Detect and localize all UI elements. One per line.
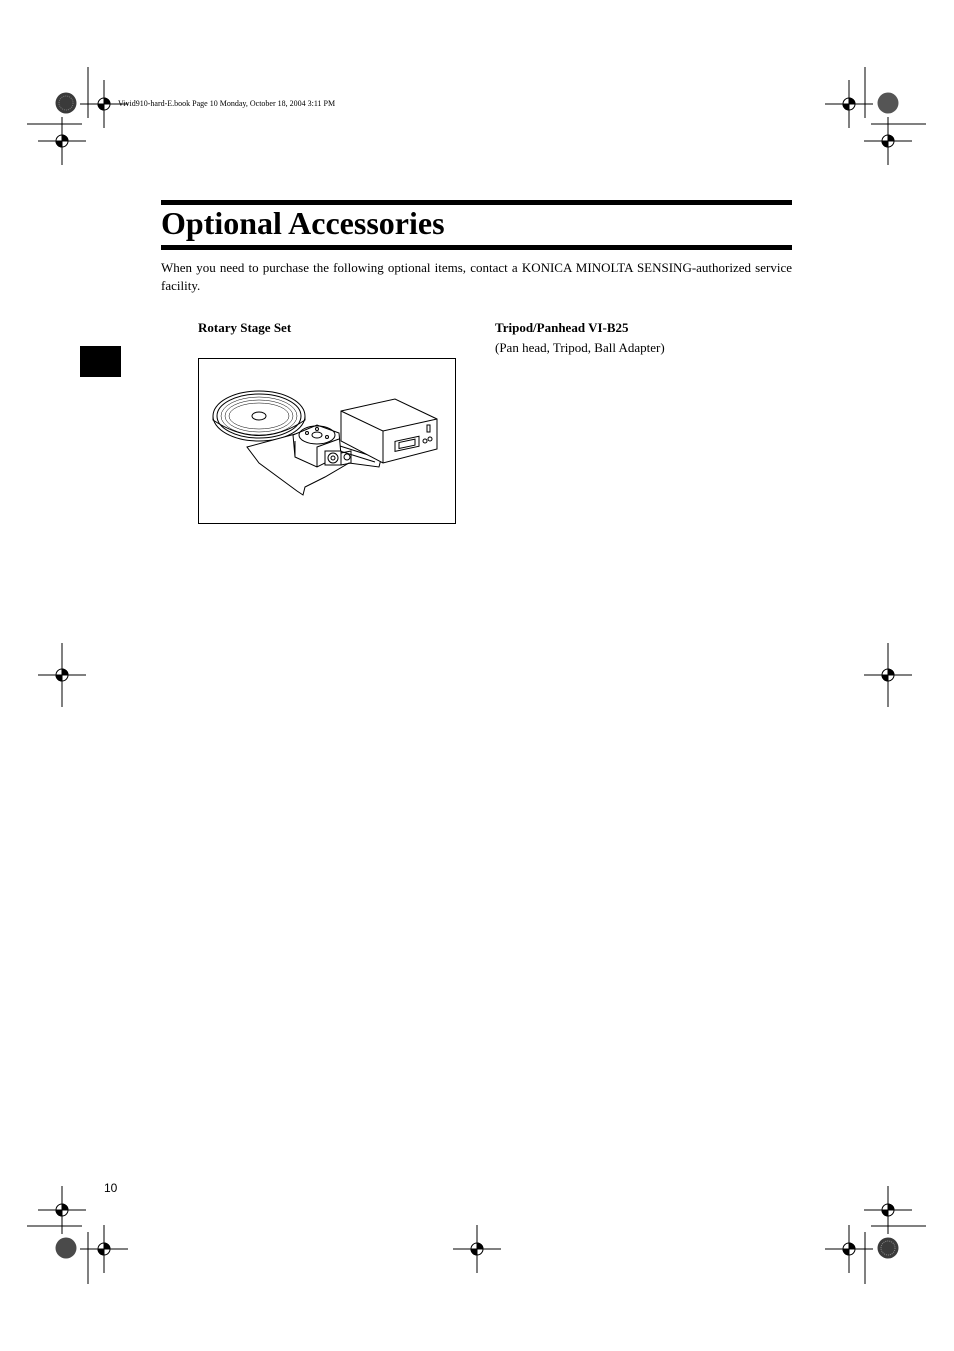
crosshair-registration-icon (876, 1198, 900, 1222)
crosshair-registration-icon (876, 129, 900, 153)
print-header-info: Vivid910-hard-E.book Page 10 Monday, October 18, 2004 3:11 PM (118, 99, 336, 108)
crosshair-registration-icon (92, 1237, 116, 1261)
color-target-icon (877, 1237, 899, 1259)
color-target-icon (55, 92, 77, 114)
color-target-icon (877, 92, 899, 114)
crosshair-registration-icon (92, 92, 116, 116)
page-title: Optional Accessories (161, 205, 445, 241)
crosshair-registration-icon (837, 92, 861, 116)
page-number: 10 (104, 1181, 118, 1195)
color-target-icon (55, 1237, 77, 1259)
accessory-title-tripod-panhead: Tripod/Panhead VI-B25 (495, 320, 629, 335)
intro-paragraph: When you need to purchase the following optional items, contact a KONICA MINOLTA SENSING-authorized service facility. (161, 260, 792, 293)
crosshair-registration-icon (876, 663, 900, 687)
crosshair-registration-icon (50, 1198, 74, 1222)
crosshair-registration-icon (837, 1237, 861, 1261)
crosshair-registration-icon (50, 663, 74, 687)
crosshair-registration-icon (50, 129, 74, 153)
accessory-detail-tripod-panhead: (Pan head, Tripod, Ball Adapter) (495, 340, 665, 355)
crosshair-registration-icon (465, 1237, 489, 1261)
accessory-title-rotary-stage: Rotary Stage Set (198, 320, 292, 335)
